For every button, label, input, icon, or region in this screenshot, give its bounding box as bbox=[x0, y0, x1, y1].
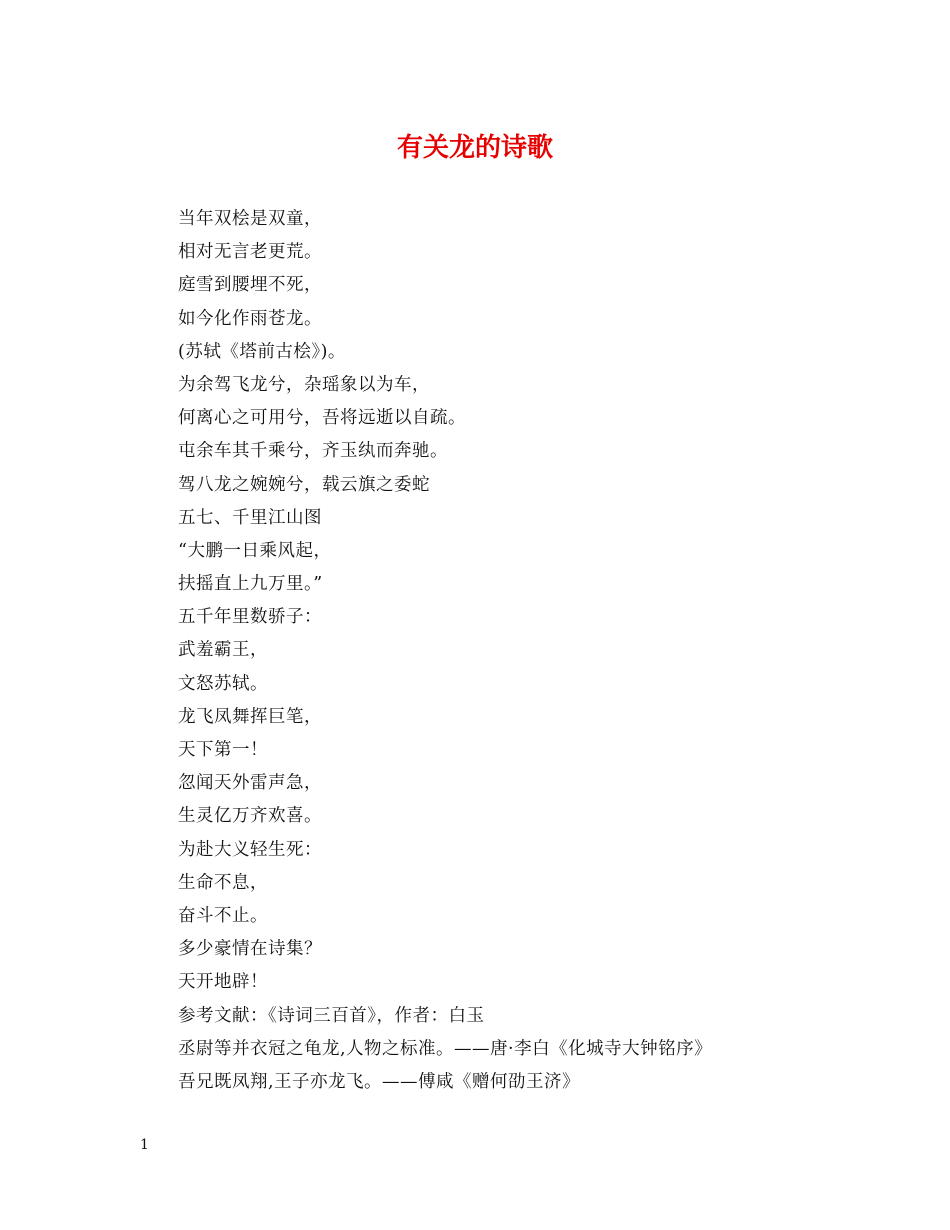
poem-line: 当年双桧是双童， bbox=[178, 209, 322, 229]
poem-line: (苏轼《塔前古桧》)。 bbox=[178, 341, 346, 362]
poem-line: 天下第一！ bbox=[178, 740, 268, 760]
document-title: 有关龙的诗歌 bbox=[396, 133, 553, 163]
poem-body bbox=[178, 203, 898, 1099]
poem-line: 扶摇直上九万里。” bbox=[178, 574, 323, 595]
poem-line: 为赴大义轻生死： bbox=[178, 839, 322, 860]
poem-line: 五七、千里江山图 bbox=[178, 507, 322, 528]
poem-line: 生灵亿万齐欢喜。 bbox=[178, 806, 322, 827]
poem-line: 忽闻天外雷声急， bbox=[178, 773, 322, 794]
poem-line: 多少豪情在诗集？ bbox=[178, 939, 322, 960]
poem-line: 参考文献：《诗词三百首》，作者：白玉 bbox=[178, 1005, 485, 1026]
poem-line: 为余驾飞龙兮，杂瑶象以为车， bbox=[178, 374, 430, 395]
page-number: 1 bbox=[140, 1137, 149, 1153]
poem-line: 驾八龙之婉婉兮，载云旗之委蛇 bbox=[178, 474, 430, 495]
poem-line: 生命不息， bbox=[178, 872, 268, 893]
poem-line: 相对无言老更荒。 bbox=[178, 242, 322, 263]
poem-line: 天开地辟！ bbox=[178, 972, 268, 993]
poem-line: “大鹏一日乘风起， bbox=[178, 540, 332, 561]
poem-line: 如今化作雨苍龙。 bbox=[178, 308, 322, 329]
poem-line: 吾兄既凤翔,王子亦龙飞。——傅咸《赠何劭王济》 bbox=[178, 1071, 581, 1092]
poem-line: 武羞霸王， bbox=[178, 640, 268, 661]
poem-line: 文怒苏轼。 bbox=[178, 673, 268, 694]
poem-line: 庭雪到腰埋不死， bbox=[178, 275, 322, 296]
poem-line: 龙飞凤舞挥巨笔， bbox=[178, 706, 322, 727]
poem-line: 丞尉等并衣冠之龟龙,人物之标准。——唐·李白《化城寺大钟铭序》 bbox=[178, 1038, 713, 1059]
poem-line: 奋斗不止。 bbox=[178, 905, 268, 926]
poem-line: 五千年里数骄子： bbox=[178, 607, 322, 628]
poem-line: 何离心之可用兮，吾将远逝以自疏。 bbox=[178, 408, 466, 429]
poem-line: 屯余车其千乘兮，齐玉纨而奔驰。 bbox=[178, 441, 448, 462]
